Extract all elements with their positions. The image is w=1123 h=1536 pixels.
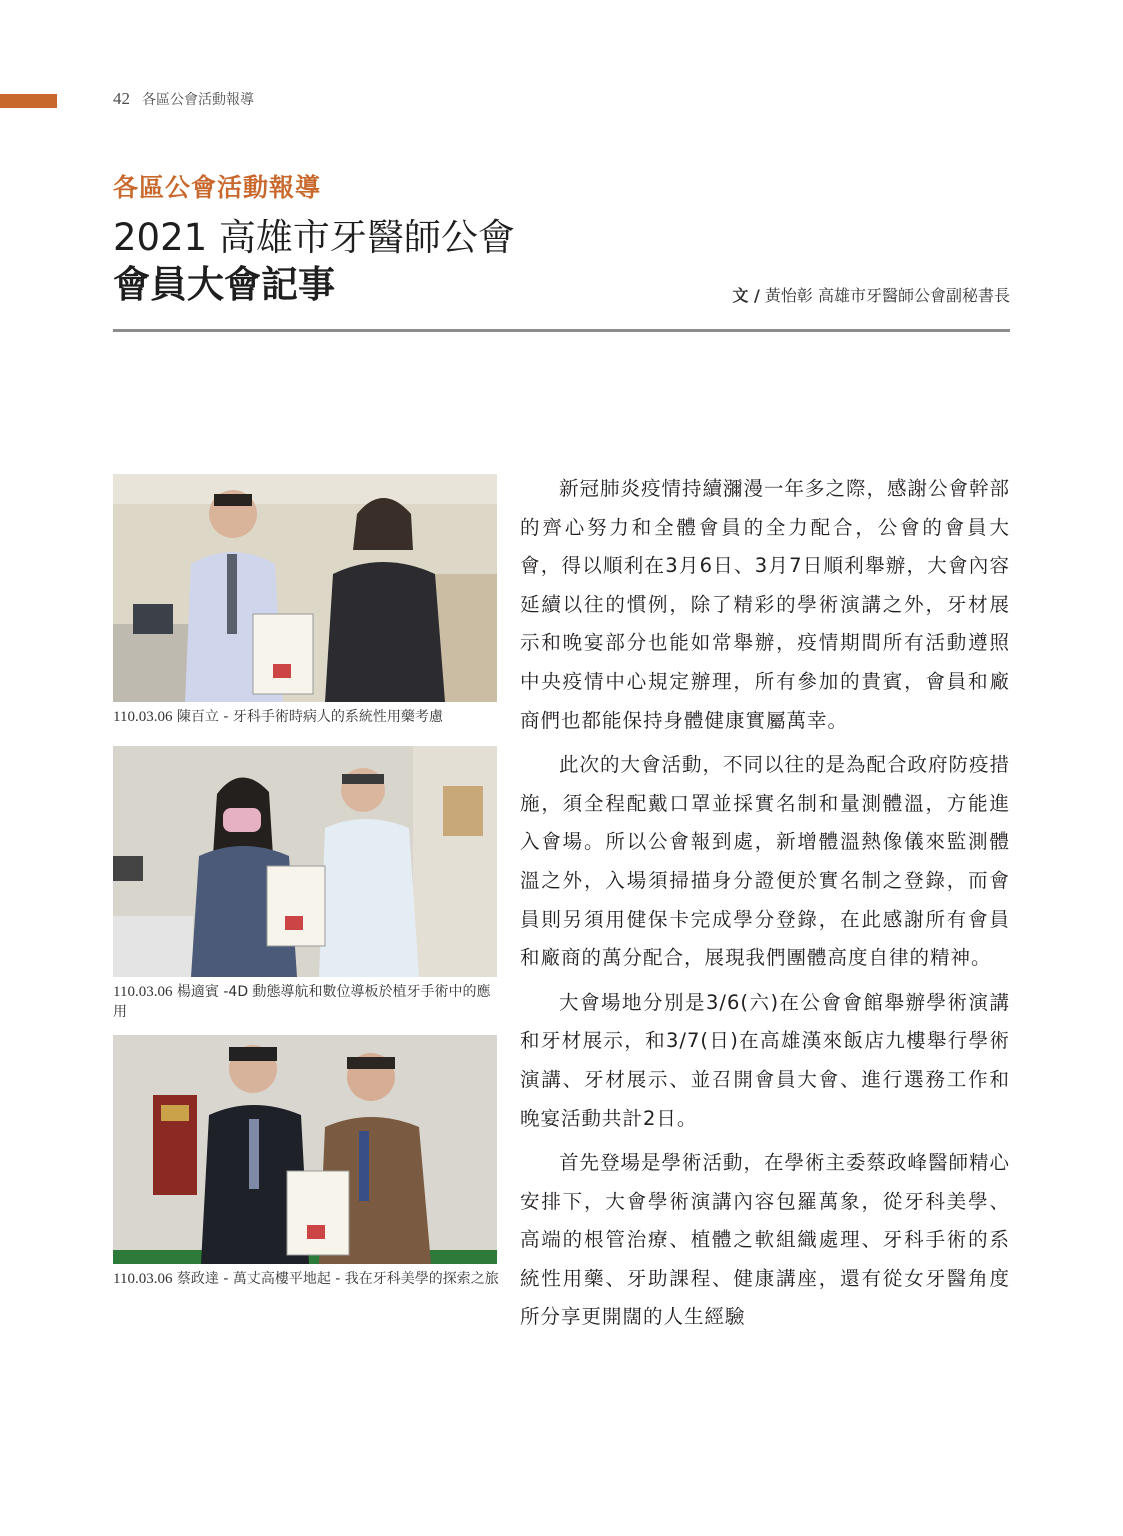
photo-2-text: 楊適賓 -4D 動態導航和數位導板於植牙手術中的應用 bbox=[113, 984, 491, 1020]
body-paragraph-2: 此次的大會活動，不同以往的是為配合政府防疫措施，須全程配戴口罩並採實名制和量測體溫，方能進入會場。所以公會報到處，新增體溫熱像儀來監測體溫之外，入場須掃描身分證便於實名制之登錄，而會員則另須用健保卡完成學分登錄，在此感謝所有會員和廠商的萬分配合，展現我們團體高度自律的精神。 bbox=[520, 753, 1011, 970]
photo-1-caption bbox=[113, 707, 503, 727]
running-title: 各區公會活動報導 bbox=[142, 92, 254, 108]
byline-lead: 文 / bbox=[732, 286, 760, 305]
article-body bbox=[520, 470, 1010, 1343]
section-label: 各區公會活動報導 bbox=[113, 173, 322, 202]
byline-author: 黃怡彰 高雄市牙醫師公會副秘書長 bbox=[764, 286, 1010, 305]
photo-3 bbox=[113, 1035, 497, 1264]
photo-1-text: 陳百立 - 牙科手術時病人的系統性用藥考慮 bbox=[176, 709, 443, 725]
title-divider bbox=[113, 329, 1010, 332]
photo-2-date: 110.03.06 bbox=[113, 984, 173, 1000]
photo-2 bbox=[113, 746, 497, 977]
page-number: 42 bbox=[113, 89, 130, 108]
title-line-2: 會員大會記事 bbox=[113, 263, 335, 306]
photo-1-date: 110.03.06 bbox=[113, 709, 173, 725]
body-paragraph-1: 新冠肺炎疫情持續瀰漫一年多之際，感謝公會幹部的齊心努力和全體會員的全力配合，公會的會員大會，得以順利在3月6日、3月7日順利舉辦，大會內容延續以往的慣例，除了精彩的學術演講之外，牙材展示和晚宴部分也能如常舉辦，疫情期間所有活動遵照中央疫情中心規定辦理，所有參加的貴賓，會員和廠商們也都能保持身體健康實屬萬幸。 bbox=[520, 477, 1011, 732]
header-accent-bar bbox=[0, 94, 57, 108]
photo-2-caption bbox=[113, 982, 503, 1022]
body-paragraph-3: 大會場地分別是3/6(六)在公會會館舉辦學術演講和牙材展示，和3/7(日)在高雄漢來飯店九樓舉行學術演講、牙材展示、並召開會員大會、進行選務工作和晚宴活動共計2日。 bbox=[520, 990, 1010, 1130]
photo-3-text: 蔡政達 - 萬丈高樓平地起 - 我在牙科美學的探索之旅 bbox=[176, 1271, 499, 1287]
running-header bbox=[113, 89, 254, 109]
body-paragraph-4: 首先登場是學術活動，在學術主委蔡政峰醫師精心安排下，大會學術演講內容包羅萬象，從牙科美學、高端的根管治療、植體之軟組織處理、牙科手術的系統性用藥、牙助課程、健康講座，還有從女牙醫角度所分享更開闊的人生經驗 bbox=[520, 1151, 1011, 1329]
byline bbox=[732, 283, 1010, 306]
article-title bbox=[113, 214, 515, 308]
photo-1 bbox=[113, 474, 497, 702]
photo-3-date: 110.03.06 bbox=[113, 1271, 173, 1287]
title-line-1: 2021 高雄市牙醫師公會 bbox=[113, 216, 515, 259]
photo-3-caption bbox=[113, 1269, 503, 1289]
